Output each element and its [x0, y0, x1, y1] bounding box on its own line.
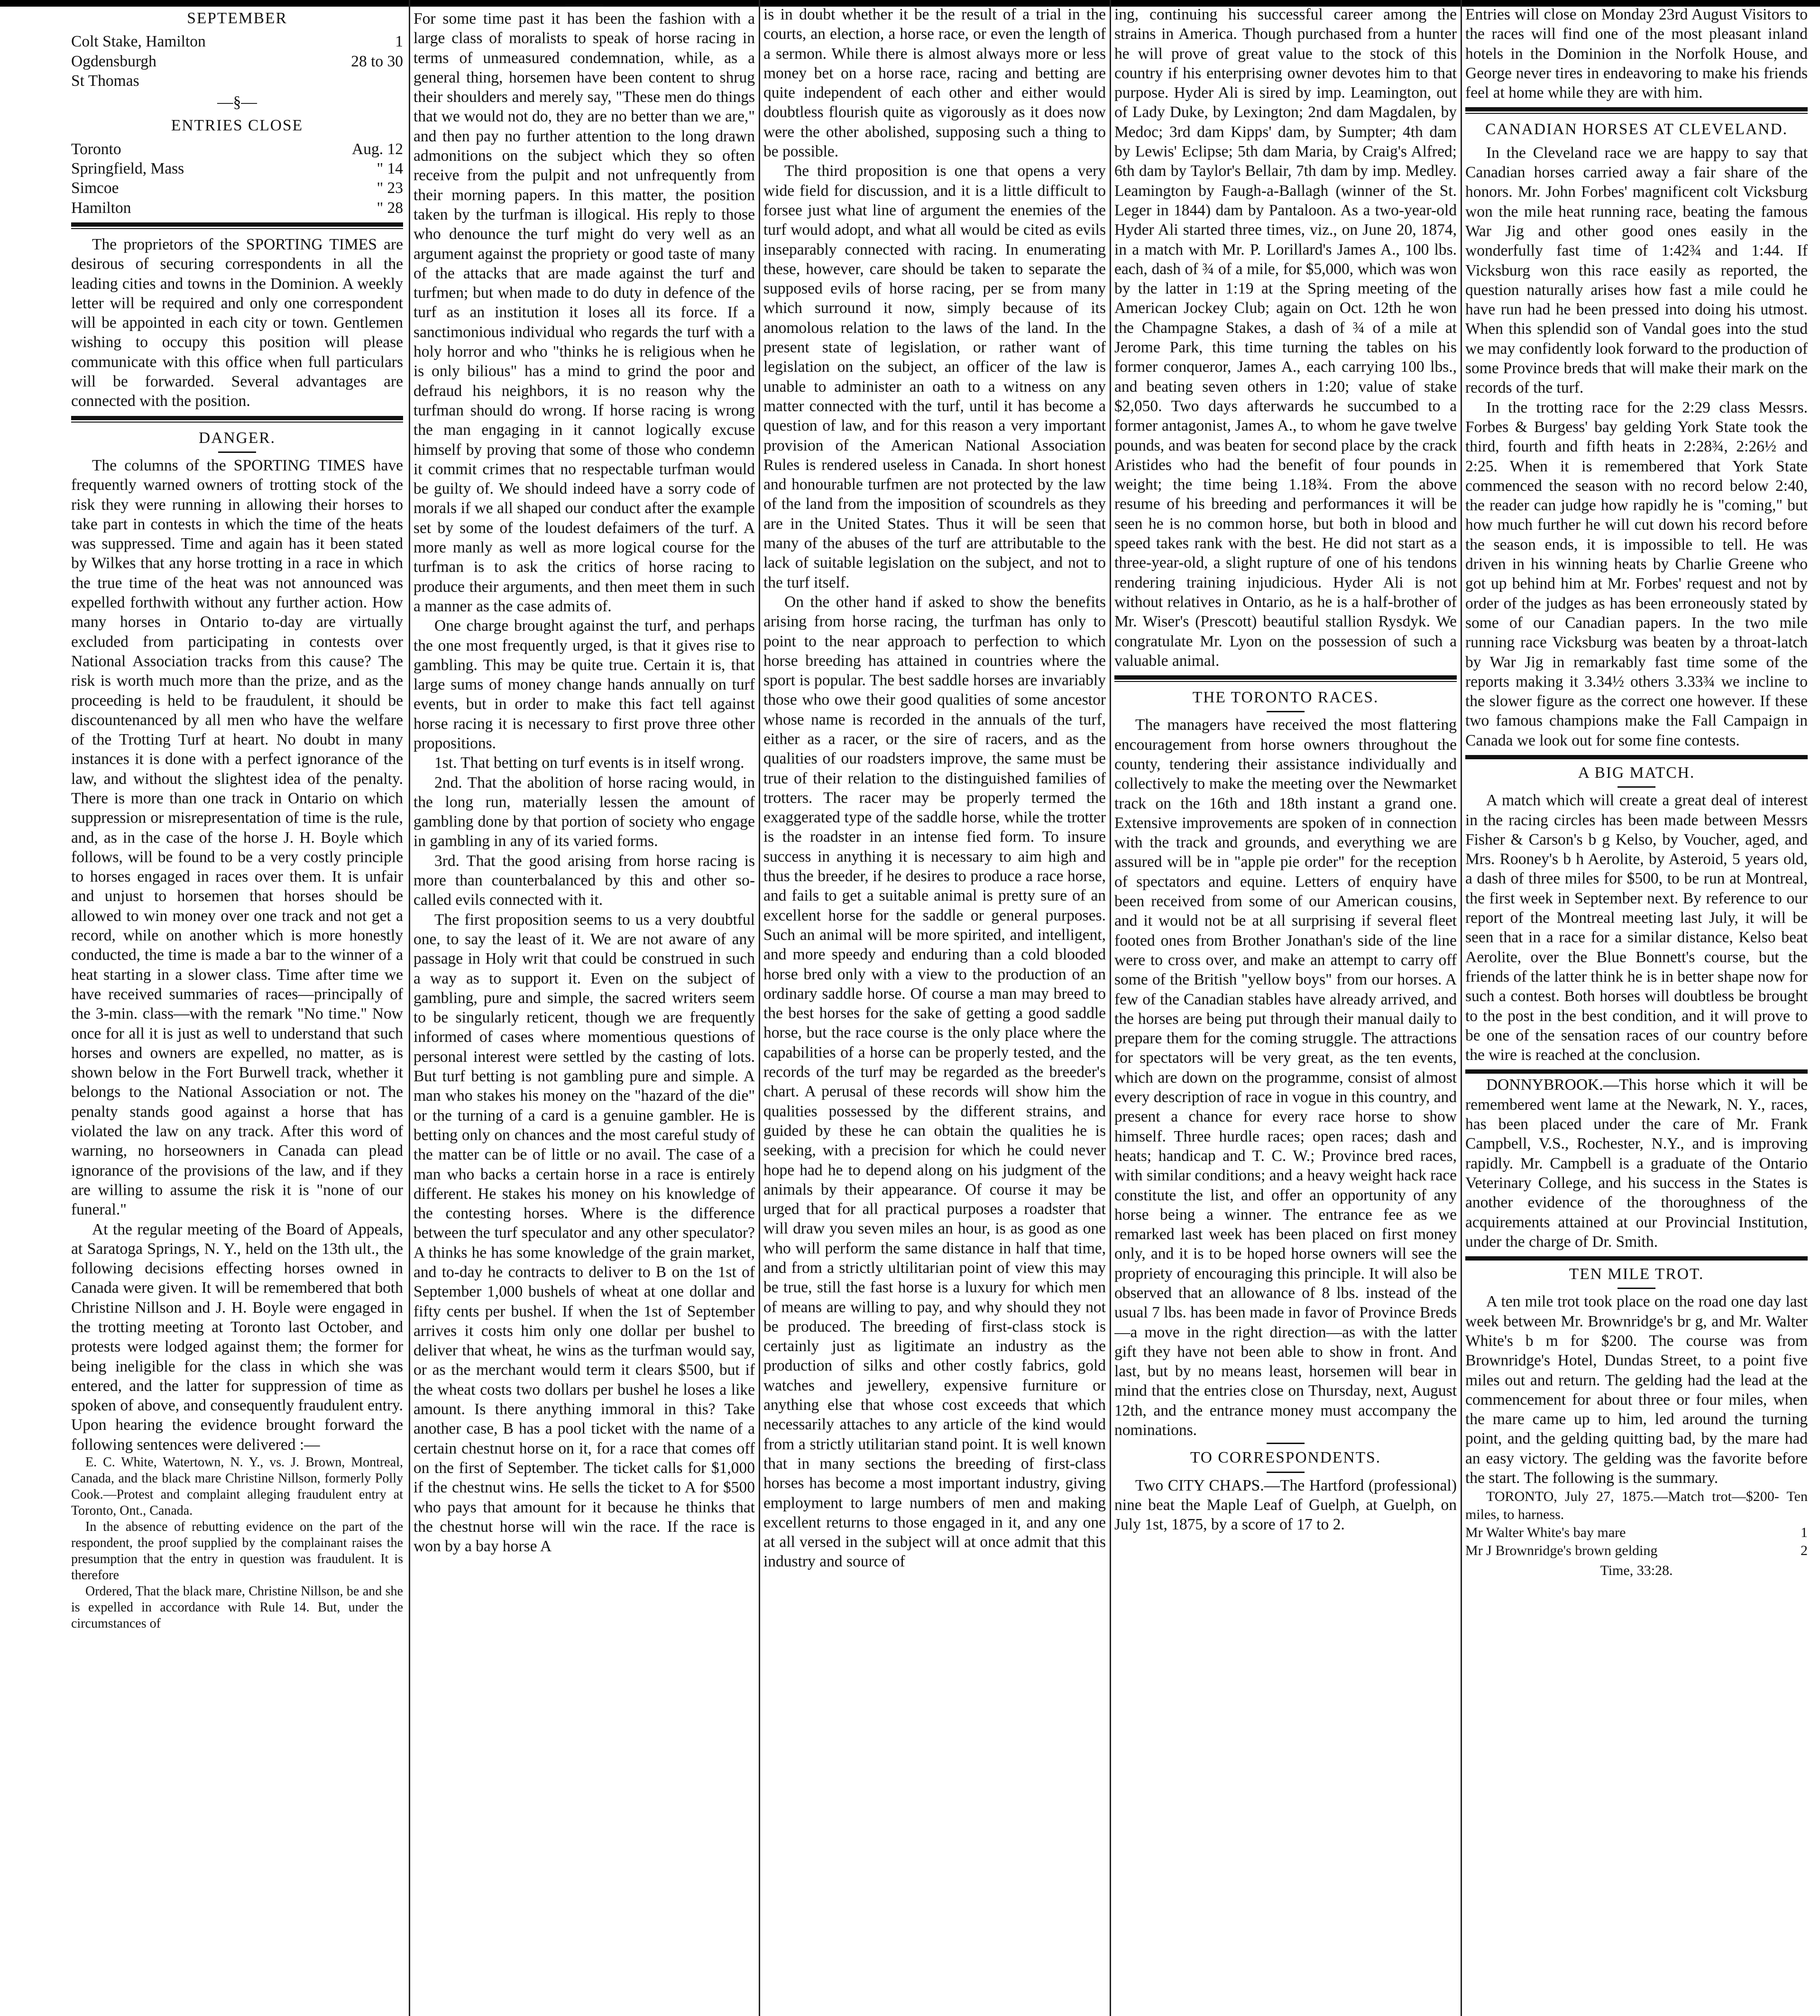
- article-paragraph: In the trotting race for the 2:29 class Messrs. Forbes & Burgess' bay gelding York State took the third, fourth and fifth heats in 2:28¾, 2:26½ and 2:25. When it is remembered that York State commenced the season with no record below 2:40, the reader can judge how rapidly he is "coming," but how much further he will cut down his record before the season ends, it is impossible to tell. He was driven in his winning heats by Charlie Greene who got up behind him at Mr. Forbes' request and not by order of the judges as has been erroneously stated by some of our Canadian papers. In the two mile running race Vicksburg was beaten by a throat-latch by War Jig in remarkably fast time some of the reports making it 3.34½ others 3.33¾ we incline to the slower figure as the correct one however. If these two famous champions make the Fall Campaign in Canada we look out for some fine contests.: [1465, 398, 1808, 749]
- short-rule: [1618, 786, 1655, 788]
- section-mark: —§—: [217, 93, 257, 111]
- entries-row-value: " 23: [377, 179, 403, 197]
- short-rule: [565, 5, 603, 6]
- column-rule: [409, 0, 410, 2016]
- danger-heading: DANGER.: [199, 429, 276, 447]
- short-rule: [1267, 1443, 1305, 1444]
- fixture-row: [71, 32, 403, 51]
- column-2: [414, 5, 755, 2011]
- cleveland-heading: CANADIAN HORSES AT CLEVELAND.: [1485, 120, 1788, 138]
- trot-results-table: [1465, 1524, 1808, 1560]
- ten-mile-trot-heading: TEN MILE TROT.: [1569, 1265, 1704, 1283]
- entries-row-label: Springfield, Mass: [71, 160, 184, 178]
- fixture-row: [71, 52, 403, 71]
- correspondents-heading: TO CORRESPONDENTS.: [1190, 1449, 1381, 1467]
- big-match-article: A match which will create a great deal of interest in the racing circles has been made between Messrs Fisher & Carson's b g Kelso, by Voucher, aged, and Mrs. Rooney's b h Aerolite, by Asteroid, 5 years old, a dash of three miles for $500, to be run at Montreal, the first week in September next. By reference to our report of the Montreal meeting last July, it will be seen that in a race for a similar distance, Kelso beat Aerolite, over the Blue Bonnett's course, but the friends of the latter think he is in better shape now for such a contest. Both horses will doubtless be brought to the post in the best condition, and it will prove to be one of the sensation races of our country before the wire is reached at the conclusion.: [1465, 792, 1808, 1064]
- column-5: [1465, 5, 1808, 2011]
- fixture-row-value: 28 to 30: [351, 52, 403, 70]
- entries-row-label: Toronto: [71, 140, 121, 158]
- short-rule: [1267, 1472, 1305, 1473]
- article-paragraph: For some time past it has been the fashion with a large class of moralists to speak of horse racing in terms of unmeasured condemnation, while, as a general thing, horsemen have been content to shrug their shoulders and merely say, "These men do things that we would not do, they are no better than we are," and then pay no further attention to the long drawn admonitions on the subject which they so often receive from the pulpit and not unfrequently from their morning papers. In this matter, the position taken by the turfman is illogical. His reply to those who denounce the turf might do very well as an argument against the propriety or good taste of many of the attacks that are made against the turf and turfmen; but when made to do duty in defence of the turf as an institution it loses all its force. If a sanctimonious individual who regards the turf with a holy horror and who "thinks he is religious when he is only bilious" has a mind to grind the poor and defraud his neighbors, it is no reason why the turfman should do wrong. If horse racing is wrong the man engaging in it cannot logically excuse himself by proving that some of those who condemn it commit crimes that no respectable turfman would be guilty of. We should indeed have a sorry code of morals if we all shaped our conduct after the example set by some of the loudest defaimers of the turf. A more manly as well as more logical course for the turfman is to ask the critics of horse racing to produce their arguments, and then meet them in such a manner as the case admits of.: [414, 10, 755, 615]
- september-fixtures: [71, 32, 403, 91]
- hyder-ali-article: [1114, 5, 1457, 671]
- heavy-rule: [1465, 755, 1808, 759]
- article-paragraph: The columns of the SPORTING TIMES have frequently warned owners of trotting stock of the risk they were running in allowing their horses to take part in contests in which the time of the heats was suppressed. Time and again has it been stated by Wilkes that any horse trotting in a race in which the true time of the heat was not announced was expelled forthwith without any further action. How many horses in Ontario to-day are virtually excluded from participating in contests over National Association tracks from this cause? The risk is worth much more than the prize, and as the proceeding is held to be fraudulent, it should be discountenanced by all men who have the welfare of the Trotting Turf at heart. No doubt in many instances it is done with a perfect ignorance of the law, and without the slightest idea of the penalty. There is more than one track in Ontario on which suppression or misrepresentation of time is the rule, and, as in the case of the horse J. H. Boyle which follows, will be found to be a very costly principle to horses engaged in races over them. It is unfair and unjust to horsemen that horses should be allowed to win money over one track and not get a record, while on another which is more honestly conducted, the time is made a bar to the winner of a heat starting in a slower class. Time after time we have received summaries of races—principally of the 3-min. class—with the remark "No time." Now once for all it is just as well to understand that such horses and owners are expelled, no matter, as is shown below in the Fort Burwell track, whether it belongs to the National Association or not. The penalty stands good against a horse that has violated the law on any track. After this word of warning, no horseowners in Canada can plead ignorance of the provisions of the law, and if they are willing to assume the risk it is "none of our funeral.": [71, 456, 403, 1219]
- entries-row: [71, 139, 403, 159]
- ten-mile-trot-article: A ten mile trot took place on the road one day last week between Mr. Brownridge's br g, and Mr. Walter White's b m for $200. The course was from Brownridge's Hotel, Dundas Street, to a point five miles out and return. The gelding had the lead at the commencement for about three or four miles, when the mare came up to him, led around the turning point, and the gelding quitting bad, by the mare had an easy victory. The gelding was the favorite before the start. The following is the summary.: [1465, 1293, 1808, 1487]
- heavy-rule: [1114, 675, 1457, 680]
- short-rule: [1267, 711, 1305, 712]
- thin-rule: [1114, 681, 1457, 682]
- entries-row: [71, 178, 403, 198]
- cleveland-article: [1465, 143, 1808, 750]
- column-rule: [1110, 0, 1111, 2016]
- article-paragraph: ing, continuing his successful career among the strains in America. Though purchased from a hunter he will prove of great value to the stock of this country if his enterprising owner devotes him to that purpose. Hyder Ali is sired by imp. Leamington, out of Lady Duke, by Lexington; 2nd dam Magdalen, by Medoc; 3rd dam Kipps' dam, by Sumpter; 4th dam by Lewis' Eclipse; 5th dam Maria, by Craig's Alfred; 6th dam by Taylor's Bellair, 7th dam by imp. Medley. Leamington by Faugh-a-Ballagh (winner of the St. Leger in 1844) dam by Pantaloon. As a two-year-old Hyder Ali started three times, viz., on June 20, 1874, in a match with Mr. P. Lorillard's James A., 100 lbs. each, dash of ¾ of a mile, for $5,000, which was won by the latter in 1:19 at the Spring meeting of the American Jockey Club; again on Oct. 12th he won the Champagne Stakes, a dash of ¾ of a mile at Jerome Park, this time turning the tables on his former conqueror, James A., each carrying 100 lbs., and beating seven others in 1:20; value of stake $2,050. Two days afterwards he succumbed to a former antagonist, James A., to whom he gave twelve pounds, and was beaten for second place by the crack Aristides who had the benefit of four pounds in weight; the time being 1.18¾. From the above resume of his breeding and performances it will be seen he is no common horse, but both in blood and speed takes rank with the best. He did not start as a three-year-old, a slight rupture of one of his tendons rendering training injudicious. Hyder Ali is not without relatives in Ontario, as he is a half-brother of Mr. Wiser's (Prescott) beautiful stallion Rysdyk. We congratulate Mr. Lyon on the possession of such a valuable animal.: [1114, 6, 1457, 670]
- result-row-label: Mr J Brownridge's brown gelding: [1465, 1543, 1658, 1559]
- article-paragraph: 1st. That betting on turf events is in itself wrong.: [434, 754, 745, 772]
- heavy-rule: [1465, 1069, 1808, 1074]
- article-paragraph: 2nd. That the abolition of horse racing would, in the long run, materially lessen the amount of gambling done by that portion of society who engage in gambling in any of its varied forms.: [414, 773, 755, 850]
- article-paragraph: The third proposition is one that opens a very wide field for discussion, and it is a little difficult to forsee just what line of argument the enemies of the turf would adopt, and what all would be cited as evils inseparably connected with racing. In enumerating these, however, care should be taken to separate the supposed evils of horse racing, per se from many which surround it now, simply because of its anomolous relation to the laws of the land. In the present state of legislation, or rather want of legislation on the subject, an officer of the law is unable to administer an oath to a witness on any matter connected with the turf, until it has become a question of law, and for this reason a very important provision of the American National Association Rules is rendered useless in Canada. In short honest and honourable turfmen are not protected by the law of the land from the imposition of scoundrels as they are in the United States. Thus it will be seen that many of the abuses of the turf are attributable to the lack of suitable legislation on the subject, and not to the turf itself.: [763, 162, 1106, 591]
- result-row-value: 1: [1801, 1525, 1808, 1541]
- result-row-label: Mr Walter White's bay mare: [1465, 1525, 1626, 1541]
- turf-editorial: [414, 9, 755, 1556]
- entries-row: [71, 159, 403, 178]
- article-paragraph: is in doubt whether it be the result of a trial in the courts, an election, a horse race, or even the length of a sermon. While there is almost always more or less money bet on a horse race, racing and betting are quite independent of each other and either would doubtless flourish quite as vigorously as it does now were the other abolished, supposing such a thing to be possible.: [763, 6, 1106, 161]
- article-paragraph: 3rd. That the good arising from horse racing is more than counterbalanced by this and other so-called evils connected with it.: [414, 852, 755, 909]
- danger-article: [71, 456, 403, 1454]
- thin-rule: [1465, 113, 1808, 114]
- entries-row-value: " 14: [377, 160, 403, 178]
- article-paragraph: The managers have received the most flattering encouragement from horse owners throughout the county, tendering their assistance individually and collectively to make the meeting over the Newmarket track on the 16th and 18th instant a grand one. Extensive improvements are spoken of in connection with the track and grounds, and everything we are assured will be in "apple pie order" for the reception of spectators and equine. Letters of enquiry have been received from some of our American cousins, and it would not be at all surprising if several fleet footed ones from Brother Jonathan's side of the line were to cross over, and make an attempt to carry off some of the British "yellow boys" from our horses. A few of the Canadian stables have already arrived, and the horses are being put through their manual daily to prepare them for the coming struggle. The attractions for spectators will be very great, as the ten events, which are down on the programme, consist of almost every description of race in vogue in this country, and present a chance for every race horse to show himself. Three hurdle races; open races; dash and heats; handicap and T. C. W.; Province bred races, with similar conditions; and a heavy weight hack race constitute the list, and offer an opportunity of any horse being a winner. The entrance fee as we remarked last week has been placed on first money only, and it is to be hoped horse owners will see the propriety of encouraging this principle. It will also be observed that an allowance of 8 lbs. instead of the usual 7 lbs. has been made in favor of Province Breds—a move in the right direction—as with the latter gift they have not been able to show in front. And last, but by no means least, horsemen will bear in mind that the entries close on Thursday, next, August 12th, and the entrance money must accompany the nominations.: [1114, 716, 1457, 1439]
- result-row: [1465, 1524, 1808, 1542]
- entries-row: [71, 198, 403, 218]
- short-rule: [1618, 1288, 1655, 1289]
- column-1: [71, 5, 403, 2011]
- thin-rule: [71, 422, 403, 423]
- article-paragraph: The first proposition seems to us a very doubtful one, to say the least of it. We are not aware of any passage in Holy writ that could be construed in such a way as to support it. Even on the subject of gambling, pure and simple, the sacred writers seem to be singularly reticent, though we are frequently informed of cases where momentious questions of personal interest were settled by the casting of lots. But turf betting is not gambling pure and simple. A man who stakes his money on the "hazard of the die" or the turning of a card is a genuine gambler. He is betting only on chances and the most careful study of the matter can be of little or no avail. The case of a man who backs a certain horse in a race is entirely different. He stakes his money on his knowledge of the contesting horses. Where is the difference between the turf speculator and any other speculator? A thinks he has some knowledge of the grain market, and to-day he contracts to deliver to B on the 1st of September 1,000 bushels of wheat at one dollar and fifty cents per bushel. If when the 1st of September arrives it costs him only one dollar per bushel to deliver that wheat, he wins as the turfman would say, or as the merchant would term it clears $500, but if the wheat costs two dollars per bushel he loses a like amount. Is there anything immoral in this? Take another case, B has a pool ticket with the name of a certain chestnut horse on it, for a race that comes off on the first of September. The ticket calls for $1,000 if the chestnut wins. He sells the ticket to A for $500 who pays that amount for it because he thinks that the chestnut horse will win the race. If the race is won by a bay horse A: [414, 911, 755, 1556]
- entries-row-value: " 28: [377, 199, 403, 217]
- column-rule: [1461, 0, 1462, 2016]
- toronto-races-heading: THE TORONTO RACES.: [1192, 689, 1379, 707]
- heavy-rule: [71, 416, 403, 420]
- fixture-row-value: 1: [395, 33, 403, 51]
- entries-row-label: Hamilton: [71, 199, 131, 217]
- september-heading: SEPTEMBER: [187, 9, 287, 27]
- column-4: [1114, 5, 1457, 2011]
- column-3: [763, 5, 1106, 2011]
- decision-paragraph: In the absence of rebutting evidence on the part of the respondent, the proof supplied by the complainant raises the presumption that the entry in question was fraudulent. It is therefore: [71, 1519, 403, 1583]
- entries-close-heading: ENTRIES CLOSE: [171, 117, 303, 135]
- correspondents-notice: The proprietors of the SPORTING TIMES are desirous of securing correspondents in all the leading cities and towns in the Dominion. A weekly letter will be required and only one correspondent will be appointed in each city or town. Gentlemen wishing to occupy this position will please communicate with this office when full particulars will be forwarded. Several advantages are connected with the position.: [71, 235, 403, 410]
- heavy-rule: [71, 222, 403, 227]
- heavy-rule: [1465, 107, 1808, 111]
- article-paragraph: On the other hand if asked to show the benefits arising from horse racing, the turfman has only to point to the near approach to perfection to which horse breeding has attained in countries where the sport is popular. The best saddle horses are invariably those who owe their good qualities of some ancestor whose name is recorded in the annuals of the turf, either as a racer, or the sire of racers, and as the qualities of our roadsters improve, the same must be true of their relation to the distinguished families of trotters. The racer may be properly termed the exaggerated type of the saddle horse, while the trotter is the roadster in an intense fied form. To insure success in anything it is necessary to aim high and thus the breeder, if he desires to produce a race horse, and fails to get a suitable animal is pretty sure of an excellent horse for the saddle or general purposes. Such an animal will be more spirited, and intelligent, and more speedy and enduring than a cold blooded horse bred only with a view to the production of an ordinary saddle horse. Of course a man may breed to the best horses for the sake of getting a good saddle horse, but the race course is the only place where the capabilities of a horse can be properly tested, and the records of the turf may be regarded as the breeder's chart. A perusal of these records will show him the qualities possessed by the different strains, and guided by these he can obtain the qualities he is seeking, with a precision for which he could never hope had he to depend along on his judgment of the animals by their appearance. Of course it may be urged that for all practical purposes a roadster that will draw you seven miles an hour, is as good as one who will perform the same distance in half that time, and from a strictly ultilitarian point of view this may be true, still the fast horse is a luxury for which men of means are willing to pay, and why should they not be produced. The breeding of first-class stock is certainly just as ligitimate an industry as the production of silks and other costly fabrics, gold watches and jewellery, expensive furniture or anything else that whose cost exceeds that which necessarily attaches to any article of the kind would from a strictly utilitarian stand point. It is well known that in many sections the breeding of first-class horses has become a most important industry, giving employment to large numbers of men and making excellent returns to those engaged in it, and any one at all versed in the subject will at once admit that this industry and source of: [763, 593, 1106, 1571]
- trot-time: Time, 33:28.: [1600, 1563, 1673, 1579]
- correspondents-note: Two CITY CHAPS.—The Hartford (professional) nine beat the Maple Leaf of Guelph, at Guelph, on July 1st, 1875, by a score of 17 to 2.: [1114, 1476, 1457, 1534]
- article-paragraph: One charge brought against the turf, and perhaps the one most frequently urged, is that it gives rise to gambling. This may be quite true. Certain it is, that large sums of money change hands annually on turf events, but in order to make this fact tell against horse racing it is necessary to first prove three other propositions.: [414, 617, 755, 752]
- big-match-heading: A BIG MATCH.: [1578, 764, 1695, 782]
- result-row: [1465, 1542, 1808, 1560]
- fixture-row-label: Ogdensburgh: [71, 52, 156, 70]
- heavy-rule: [1465, 1256, 1808, 1261]
- entries-row-label: Simcoe: [71, 179, 119, 197]
- entries-close-list: [71, 139, 403, 218]
- article-paragraph: In the Cleveland race we are happy to say that Canadian horses carried away a fair share of the honors. Mr. John Forbes' magnificent colt Vicksburg won the mile heat running race, beating the famous War Jig and other good ones easily in the wonderfully fast time of 1:42¾ and 1:44. If Vicksburg won this race easily as reported, the question naturally arises how fast a mile could he have run had he been pressed into doing his utmost. When this splendid son of Vandal goes into the stud we may confidently look forward to the production of some Province breds that will make their mark on the records of the turf.: [1465, 144, 1808, 397]
- short-rule: [218, 451, 256, 453]
- donnybrook-article: DONNYBROOK.—This horse which it will be remembered went lame at the Newark, N. Y., races, has been placed under the care of Mr. Frank Campbell, V.S., Rochester, N.Y., and is improving rapidly. Mr. Campbell is a graduate of the Ontario Veterinary College, and his success in the States is another evidence of the thoroughness of the acquirements attained at our Provincial Institution, under the charge of Dr. Smith.: [1465, 1076, 1808, 1251]
- toronto-races-article: [1114, 715, 1457, 1440]
- column-rule: [759, 0, 760, 2016]
- fixture-row-label: St Thomas: [71, 72, 139, 90]
- entries-row-value: Aug. 12: [352, 140, 403, 158]
- decision-paragraph: E. C. White, Watertown, N. Y., vs. J. Brown, Montreal, Canada, and the black mare Christine Nillson, formerly Polly Cook.—Protest and complaint alleging fraudulent entry at Toronto, Ont., Canada.: [71, 1455, 403, 1519]
- article-paragraph: At the regular meeting of the Board of Appeals, at Saratoga Springs, N. Y., held on the 13th ult., the following decisions effecting horses owned in Canada were given. It will be remembered that both Christine Nillson and J. H. Boyle were engaged in the trotting meeting at Toronto last October, and protests were lodged against them; the former for being ineligible for the class in which she was entered, and the latter for suppression of time as spoken of above, and consequently fraudulent entry. Upon hearing the evidence brought forward the following sentences were delivered :—: [71, 1220, 403, 1454]
- thin-rule: [71, 228, 403, 229]
- trot-summary-heading: TORONTO, July 27, 1875.—Match trot—$200- Ten miles, to harness.: [1465, 1489, 1808, 1523]
- turf-editorial-continued: [763, 5, 1106, 1572]
- norfolk-notice: Entries will close on Monday 23rd August Visitors to the races will find one of the most pleasant inland hotels in the Dominion in the Norfolk House, and George never tires in endeavoring to make his friends feel at home while they are with him.: [1465, 6, 1808, 102]
- fixture-row-label: Colt Stake, Hamilton: [71, 33, 206, 51]
- fixture-row: [71, 71, 403, 91]
- appeals-decision: [71, 1454, 403, 1632]
- decision-paragraph: Ordered, That the black mare, Christine Nillson, be and she is expelled in accordance with Rule 14. But, under the circumstances of: [71, 1584, 403, 1631]
- result-row-value: 2: [1801, 1543, 1808, 1559]
